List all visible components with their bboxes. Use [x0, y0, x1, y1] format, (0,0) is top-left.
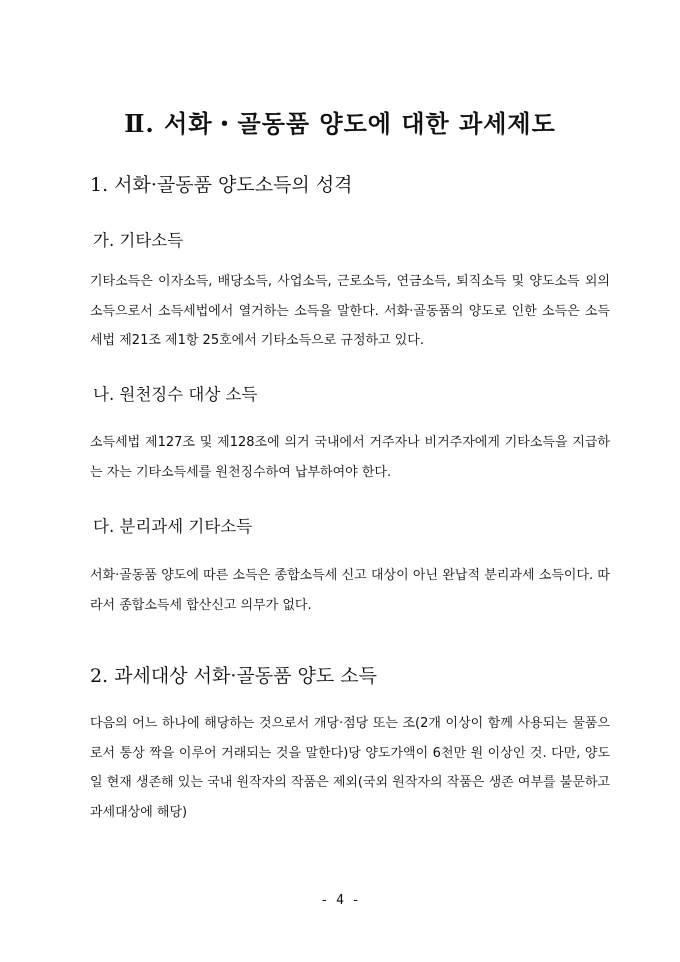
section-title-1: 1. 서화·골동품 양도소득의 성격: [90, 174, 353, 196]
subsection-title-ga: 가. 기타소득: [93, 231, 184, 250]
subsection-title-da: 다. 분리과세 기타소득: [93, 517, 253, 536]
chapter-title: Ⅱ. 서화・골동품 양도에 대한 과세제도: [124, 109, 556, 138]
paragraph-other-income: 기타소득은 이자소득, 배당소득, 사업소득, 근로소득, 연금소득, 퇴직소득 및 양도소득 외의 소득으로서 소득세법에서 열거하는 소득을 말한다. 서화·골동품의 양도로 인한 소득은 소득세법 제21조 제1항 25호에서 기타소득으로 규정하고 있다.: [90, 274, 610, 348]
subsection-title-na: 나. 원천징수 대상 소득: [93, 385, 258, 404]
paragraph-separate-taxation: 서화·골동품 양도에 따른 소득은 종합소득세 신고 대상이 아닌 완납적 분리과세 소득이다. 따라서 종합소득세 합산신고 의무가 없다.: [90, 568, 610, 613]
paragraph-taxable-items: 다음의 어느 하나에 해당하는 것으로서 개당·점당 또는 조(2개 이상이 함께 사용되는 물품으로서 통상 짝을 이루어 거래되는 것을 말한다)당 양도가액이 6천만 원 이상인 것. 다만, 양도일 현재 생존해 있는 국내 원작자의 작품은 제외(국외 원작자의 작품은 생존 여부를 불문하고 과세대상에 해당): [90, 716, 610, 820]
page-number: - 4 -: [320, 893, 360, 908]
section-title-2: 2. 과세대상 서화·골동품 양도 소득: [90, 665, 377, 687]
paragraph-withholding: 소득세법 제127조 및 제128조에 의거 국내에서 거주자나 비거주자에게 기타소득을 지급하는 자는 기타소득세를 원천징수하여 납부하여야 한다.: [90, 435, 610, 480]
